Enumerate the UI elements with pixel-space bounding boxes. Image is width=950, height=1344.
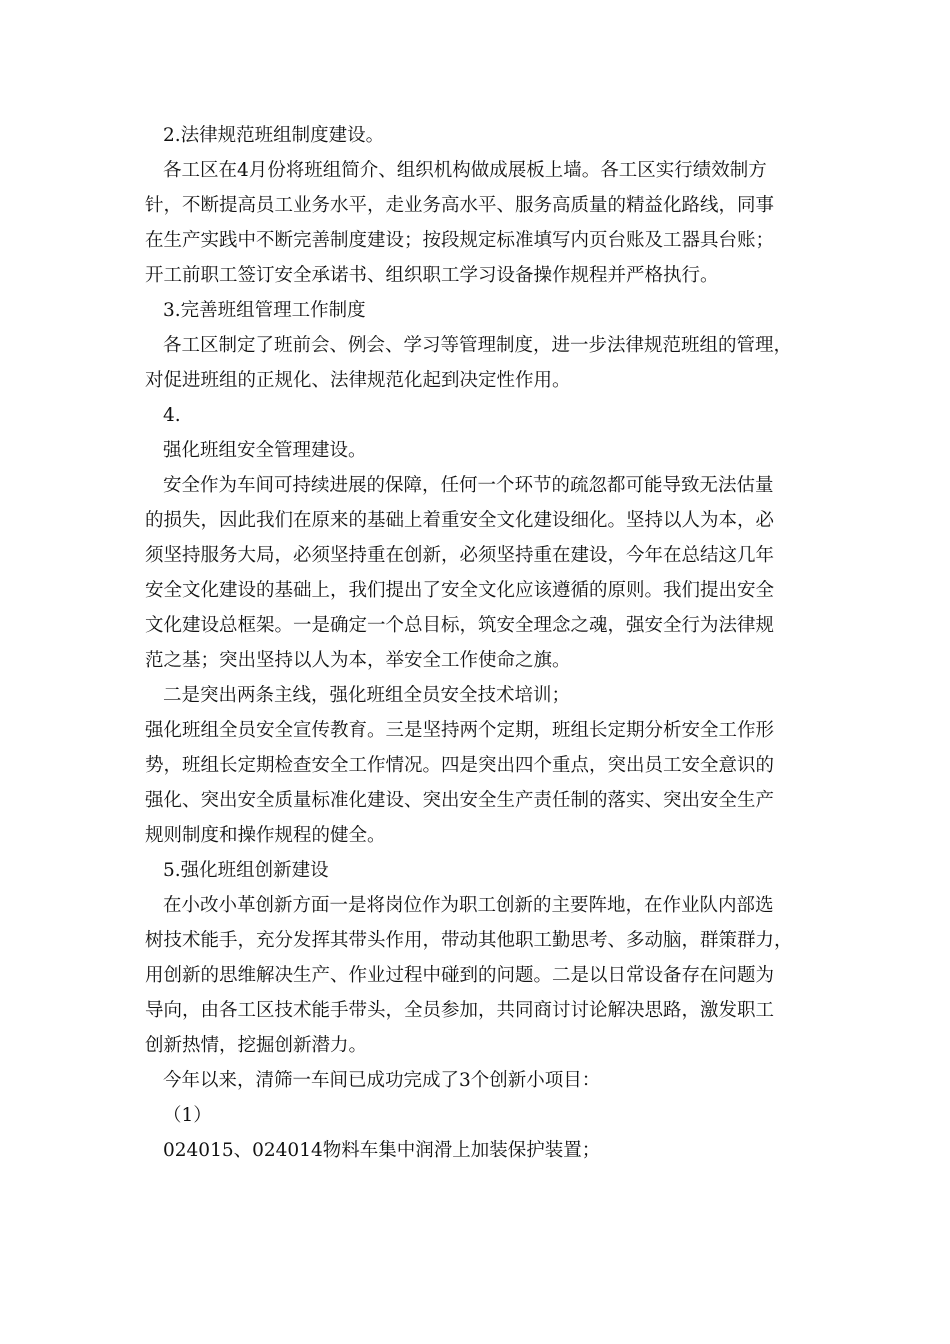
list-number: （1） [163,1105,212,1126]
paragraph-line: 安全作为车间可持续进展的保障，任何一个环节的疏忽都可能导致无法估量 [163,475,774,496]
paragraph-line: 导向，由各工区技术能手带头，全员参加，共同商讨讨论解决思路，激发职工 [145,1000,775,1021]
paragraph-line: 范之基；突出坚持以人为本，举安全工作使命之旗。 [145,650,571,671]
paragraph-line: 开工前职工签订安全承诺书、组织职工学习设备操作规程并严格执行。 [145,265,719,286]
paragraph-line: 须坚持服务大局，必须坚持重在创新，必须坚持重在建设，今年在总结这几年 [145,545,775,566]
paragraph-line: 各工区在4月份将班组简介、组织机构做成展板上墙。各工区实行绩效制方 [163,160,767,181]
paragraph-line: 用创新的思维解决生产、作业过程中碰到的问题。二是以日常设备存在问题为 [145,965,775,986]
paragraph-line: 二是突出两条主线，强化班组全员安全技术培训； [163,685,571,706]
section-heading-5: 5.强化班组创新建设 [163,860,329,881]
section-heading-3: 3.完善班组管理工作制度 [163,300,366,321]
paragraph-line: 强化班组全员安全宣传教育。三是坚持两个定期，班组长定期分析安全工作形 [145,720,775,741]
paragraph-line: 规则制度和操作规程的健全。 [145,825,386,846]
paragraph-line: 在小改小革创新方面一是将岗位作为职工创新的主要阵地，在作业队内部选 [163,895,774,916]
list-item: 024015、024014物料车集中润滑上加装保护装置； [163,1140,601,1161]
section-heading-4: 强化班组安全管理建设。 [163,440,367,461]
paragraph-line: 各工区制定了班前会、例会、学习等管理制度，进一步法律规范班组的管理， [163,335,793,356]
paragraph-line: 强化、突出安全质量标准化建设、突出安全生产责任制的落实、突出安全生产 [145,790,775,811]
paragraph-line: 针，不断提高员工业务水平，走业务高水平、服务高质量的精益化路线，同事 [145,195,775,216]
paragraph-line: 势，班组长定期检查安全工作情况。四是突出四个重点，突出员工安全意识的 [145,755,775,776]
section-heading-2: 2.法律规范班组制度建设。 [163,125,385,146]
paragraph-line: 今年以来，清筛一车间已成功完成了3个创新小项目： [163,1070,601,1091]
section-number-4: 4. [163,405,181,426]
paragraph-line: 文化建设总框架。一是确定一个总目标，筑安全理念之魂，强安全行为法律规 [145,615,775,636]
paragraph-line: 在生产实践中不断完善制度建设；按段规定标准填写内页台账及工器具台账； [145,230,775,251]
paragraph-line: 的损失，因此我们在原来的基础上着重安全文化建设细化。坚持以人为本，必 [145,510,775,531]
paragraph-line: 安全文化建设的基础上，我们提出了安全文化应该遵循的原则。我们提出安全 [145,580,775,601]
paragraph-line: 树技术能手，充分发挥其带头作用，带动其他职工勤思考、多动脑，群策群力， [145,930,793,951]
paragraph-line: 对促进班组的正规化、法律规范化起到决定性作用。 [145,370,571,391]
paragraph-line: 创新热情，挖掘创新潜力。 [145,1035,368,1056]
